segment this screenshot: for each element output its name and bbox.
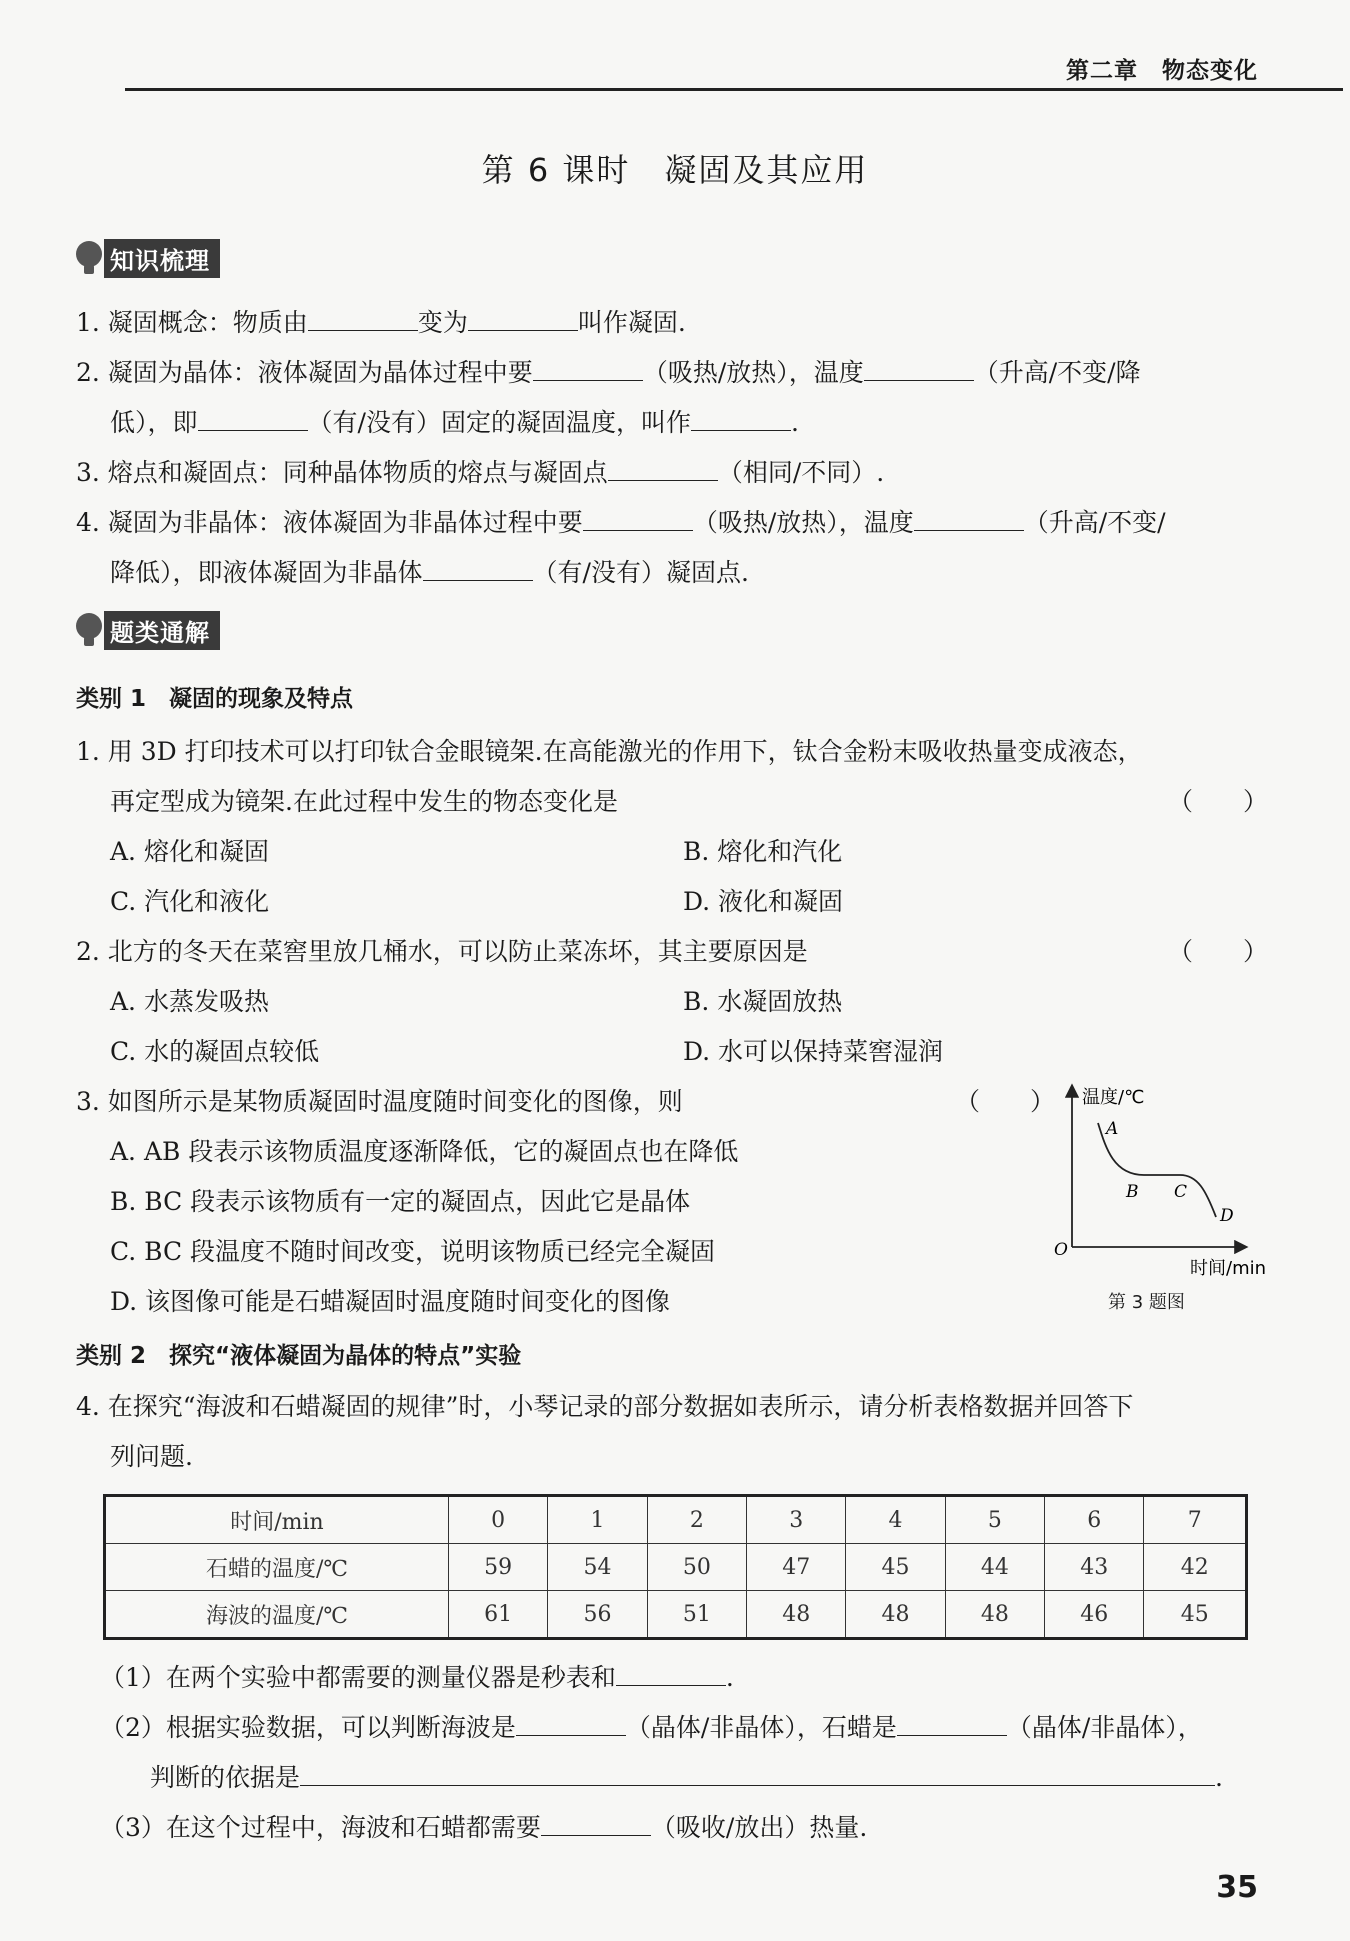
q4-sub-2-cont: 判断的依据是 . [150, 1763, 1223, 1792]
q2-stem: 2. 北方的冬天在菜窖里放几桶水，可以防止菜冻坏，其主要原因是 [76, 937, 808, 966]
q2-option-d[interactable]: D. 水可以保持菜窖湿润 [683, 1037, 944, 1066]
answer-blank[interactable] [198, 406, 308, 431]
knowledge-item-2: 2. 凝固为晶体：液体凝固为晶体过程中要 （吸热/放热），温度 （升高/不变/降 [76, 358, 1141, 387]
q3-option-b[interactable]: B. BC 段表示该物质有一定的凝固点，因此它是晶体 [110, 1187, 691, 1216]
q1-option-c[interactable]: C. 汽化和液化 [110, 887, 270, 916]
section-label: 题类通解 [104, 611, 220, 650]
table-row [105, 1496, 1247, 1544]
answer-blank[interactable] [608, 456, 718, 481]
q4-stem: 4. 在探究“海波和石蜡凝固的规律”时，小琴记录的部分数据如表所示，请分析表格数据并回答下 [76, 1392, 1134, 1421]
table-cell: 50 [647, 1544, 746, 1591]
data-table [103, 1494, 1248, 1640]
answer-parentheses[interactable]: （ ） [1168, 787, 1269, 816]
y-axis-label: 温度/℃ [1082, 1087, 1145, 1108]
page-number: 35 [1216, 1870, 1258, 1905]
table-cell: 48 [945, 1591, 1044, 1639]
answer-blank[interactable] [533, 356, 643, 381]
knowledge-item-1: 1. 凝固概念：物质由 变为 叫作凝固. [76, 308, 686, 337]
answer-blank[interactable] [616, 1661, 726, 1686]
table-cell: 51 [647, 1591, 746, 1639]
section-label: 知识梳理 [104, 239, 220, 278]
table-cell: 59 [449, 1544, 548, 1591]
q2-option-a[interactable]: A. 水蒸发吸热 [110, 987, 269, 1016]
answer-blank[interactable] [308, 306, 418, 331]
table-cell: 1 [548, 1496, 647, 1544]
table-cell: 石蜡的温度/℃ [105, 1544, 449, 1591]
table-row [105, 1544, 1247, 1591]
answer-blank[interactable] [914, 506, 1024, 531]
table-cell: 4 [846, 1496, 945, 1544]
q3-option-c[interactable]: C. BC 段温度不随时间改变，说明该物质已经完全凝固 [110, 1237, 716, 1266]
point-d-label: D [1220, 1206, 1234, 1226]
table-cell: 7 [1144, 1496, 1247, 1544]
lightbulb-icon [76, 241, 102, 275]
q3-option-a[interactable]: A. AB 段表示该物质温度逐渐降低，它的凝固点也在降低 [110, 1137, 739, 1166]
answer-blank[interactable] [423, 556, 533, 581]
table-cell: 5 [945, 1496, 1044, 1544]
table-cell: 48 [747, 1591, 846, 1639]
table-cell: 45 [846, 1544, 945, 1591]
table-cell: 56 [548, 1591, 647, 1639]
table-row [105, 1591, 1247, 1639]
answer-blank[interactable] [516, 1711, 626, 1736]
lightbulb-icon [76, 613, 102, 647]
knowledge-item-2-cont: 低），即 （有/没有）固定的凝固温度，叫作 . [110, 408, 799, 437]
answer-blank[interactable] [897, 1711, 1007, 1736]
q4-sub-3: （3）在这个过程中，海波和石蜡都需要 （吸收/放出）热量. [100, 1813, 868, 1842]
answer-blank[interactable] [691, 406, 791, 431]
origin-label: O [1054, 1240, 1068, 1260]
table-cell: 42 [1144, 1544, 1247, 1591]
answer-blank[interactable] [541, 1811, 651, 1836]
q2-option-b[interactable]: B. 水凝固放热 [683, 987, 843, 1016]
category-2-heading: 类别 2 探究“液体凝固为晶体的特点”实验 [76, 1343, 522, 1369]
point-c-label: C [1174, 1182, 1188, 1202]
section-knowledge-heading [76, 238, 220, 278]
table-cell: 61 [449, 1591, 548, 1639]
q4-sub-1: （1）在两个实验中都需要的测量仪器是秒表和 . [100, 1663, 734, 1692]
table-cell: 6 [1045, 1496, 1144, 1544]
q3-stem: 3. 如图所示是某物质凝固时温度随时间变化的图像，则 [76, 1087, 683, 1116]
q1-option-a[interactable]: A. 熔化和凝固 [110, 837, 269, 866]
section-exercises-heading [76, 610, 220, 650]
answer-parentheses[interactable]: （ ） [955, 1087, 1056, 1116]
q1-option-b[interactable]: B. 熔化和汽化 [683, 837, 843, 866]
table-cell: 43 [1045, 1544, 1144, 1591]
knowledge-item-4: 4. 凝固为非晶体：液体凝固为非晶体过程中要 （吸热/放热），温度 （升高/不变/ [76, 508, 1166, 537]
answer-blank[interactable] [864, 356, 974, 381]
table-cell: 0 [449, 1496, 548, 1544]
q1-stem-cont: 再定型成为镜架.在此过程中发生的物态变化是 [110, 787, 618, 816]
table-cell: 2 [647, 1496, 746, 1544]
table-cell: 46 [1045, 1591, 1144, 1639]
q2-option-c[interactable]: C. 水的凝固点较低 [110, 1037, 320, 1066]
table-cell: 时间/min [105, 1496, 449, 1544]
q4-sub-2: （2）根据实验数据，可以判断海波是 （晶体/非晶体），石蜡是 （晶体/非晶体）， [100, 1713, 1203, 1742]
figure-caption: 第 3 题图 [1108, 1292, 1185, 1313]
q4-stem-cont: 列问题. [110, 1442, 193, 1471]
table-cell: 45 [1144, 1591, 1247, 1639]
knowledge-item-4-cont: 降低），即液体凝固为非晶体 （有/没有）凝固点. [110, 558, 749, 587]
category-1-heading: 类别 1 凝固的现象及特点 [76, 686, 354, 712]
table-cell: 54 [548, 1544, 647, 1591]
cooling-curve-figure [1040, 1075, 1280, 1285]
q1-option-d[interactable]: D. 液化和凝固 [683, 887, 844, 916]
point-b-label: B [1126, 1182, 1139, 1202]
lesson-title: 第 6 课时 凝固及其应用 [481, 151, 869, 189]
answer-blank[interactable] [583, 506, 693, 531]
knowledge-item-3: 3. 熔点和凝固点：同种晶体物质的熔点与凝固点 （相同/不同）. [76, 458, 885, 487]
q1-stem: 1. 用 3D 打印技术可以打印钛合金眼镜架.在高能激光的作用下，钛合金粉末吸收热量变成液态， [76, 737, 1143, 766]
header-rule [125, 88, 1343, 91]
point-a-label: A [1106, 1119, 1119, 1139]
table-cell: 47 [747, 1544, 846, 1591]
x-axis-label: 时间/min [1190, 1258, 1267, 1279]
answer-blank[interactable] [468, 306, 578, 331]
q3-option-d[interactable]: D. 该图像可能是石蜡凝固时温度随时间变化的图像 [110, 1287, 671, 1316]
answer-blank[interactable] [300, 1761, 1215, 1786]
chapter-header: 第二章 物态变化 [1066, 58, 1258, 84]
table-cell: 海波的温度/℃ [105, 1591, 449, 1639]
answer-parentheses[interactable]: （ ） [1168, 937, 1269, 966]
table-cell: 3 [747, 1496, 846, 1544]
table-cell: 44 [945, 1544, 1044, 1591]
table-cell: 48 [846, 1591, 945, 1639]
